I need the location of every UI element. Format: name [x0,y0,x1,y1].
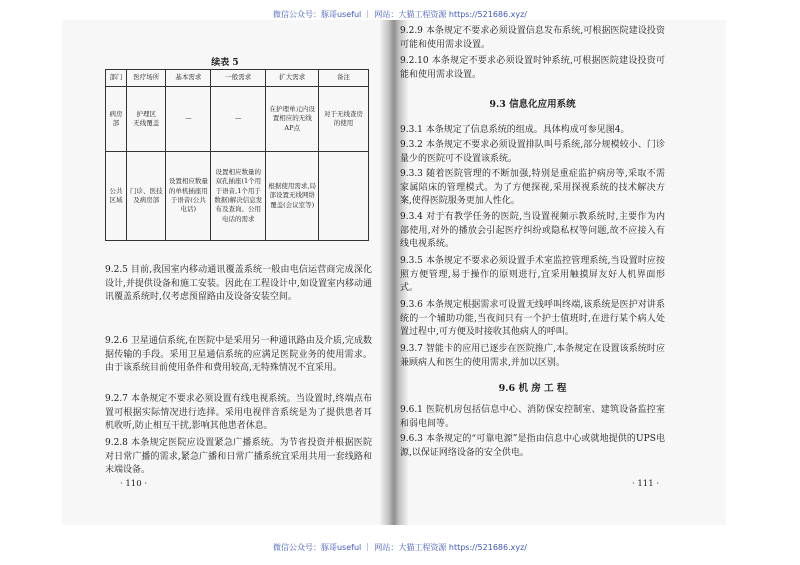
paragraph-9-3-3: 9.3.3 随着医院管理的不断加强,特别是重症监护病房等,采取不需家属陪床的管理模式。为了方便探视,采用探视系统的技术解决方案,使得医院服务更加人性化。 [400,169,665,207]
table-header-cell: 部门 [106,70,127,87]
table-header-cell: 医疗场所 [127,70,166,87]
table-caption: 续表 5 [211,58,239,68]
table-cell: 护理区 无线覆盖 [127,87,166,152]
table-cell: — [166,87,211,152]
paragraph-9-2-6: 9.2.6 卫星通信系统,在医院中是采用另一种通讯路由及介质,完成数据传输的手段。采用卫星通信系统的应满足医院业务的使用需求。由于该系统目前使用条件和费用较高,无特殊情况不宜采用。 [105,336,372,374]
watermark-top: 微信公众号：豚哥useful ｜ 网站：大猫工程资源 https://521686.xyz/ [272,10,528,19]
paragraph-9-3-1: 9.3.1 本条规定了信息系统的组成。具体构成可参见图4。 [400,125,630,135]
table-cell: — [211,87,266,152]
table-row [106,87,369,152]
watermark-bottom: 微信公众号：豚哥useful ｜ 网站：大猫工程资源 https://521686.xyz/ [272,543,528,552]
paragraph-9-3-4: 9.3.4 对于有教学任务的医院,当设置视频示教系统时,主要作为内部使用,对外的播放会引起医疗纠纷或隐私权等问题,故不应接入有线电视系统。 [400,212,665,250]
table-cell: 公共区域 [106,152,127,241]
paragraph-9-3-2: 9.3.2 本条规定不要求必须设置排队叫号系统,部分规模较小、门诊量少的医院可不设置该系统。 [400,140,665,164]
paragraph-9-3-5: 9.3.5 本条规定不要求必须设置手术室监控管理系统,当设置时应按照方便管理,易于操作的原则进行,宜采用触摸屏友好人机界面形式。 [400,256,665,294]
table-header-cell: 备注 [318,70,368,87]
supplementary-table [105,69,369,241]
paragraph-9-2-5: 9.2.5 目前,我国室内移动通讯覆盖系统一般由电信运营商完成深化设计,并提供设备和施工安装。因此在工程设计中,如设置室内移动通讯覆盖系统时,仅考虑预留路由及设备安装空间。 [105,265,372,303]
left-page [62,20,388,525]
section-heading-9-3: 9.3 信息化应用系统 [489,99,576,110]
section-heading-9-6: 9.6 机 房 工 程 [498,383,567,394]
table-cell: 根据使用需求,局部设置无线网络覆盖(会议室等) [266,152,319,241]
table-header-cell: 扩大需求 [266,70,319,87]
table-cell: 设置相应数量的单机插座用于语音(公共电话) [166,152,211,241]
paragraph-9-6-1: 9.6.1 医院机房包括信息中心、消防保安控制室、建筑设备监控室和弱电间等。 [400,405,665,429]
table-cell [318,152,368,241]
page-number-left: · 110 · [120,479,148,489]
table-cell: 对于无线查房的使用 [318,87,368,152]
paragraph-9-2-8: 9.2.8 本条规定医院应设置紧急广播系统。为节省投资并根据医院对日常广播的需求,紧急广播和日常广播系统宜采用共用一套线路和末端设备。 [105,438,372,476]
table-cell: 设置相应数量的双孔插座(1个用于语音,1个用于数据)解决信息发布及查询、公用电话的需求 [211,152,266,241]
table-cell: 在护理单元内设置相应的无线AP点 [266,87,319,152]
table-row [106,152,369,241]
paragraph-9-2-7: 9.2.7 本条规定不要求必须设置有线电视系统。当设置时,终端点布置可根据实际情况进行选择。采用电视伴音系统是为了提供患者耳机收听,防止相互干扰,影响其他患者休息。 [105,394,372,432]
paragraph-9-3-7: 9.3.7 智能卡的应用已逐步在医院推广,本条规定在设置该系统时应兼顾病人和医生的使用需求,并加以区别。 [400,344,665,368]
table-header-cell: 一般需求 [211,70,266,87]
paragraph-9-2-10: 9.2.10 本条规定不要求必须设置时钟系统,可根据医院建设投资可能和使用需求设置。 [400,56,665,80]
table-cell: 门诊、医技及病房部 [127,152,166,241]
table-header-row [106,70,369,87]
paragraph-9-6-3: 9.6.3 本条规定的“可靠电源”是指由信息中心或就地提供的UPS电源,以保证网络设备的安全供电。 [400,434,665,458]
paragraph-9-3-6: 9.3.6 本条规定根据需求可设置无线呼叫终端,该系统是医护对讲系统的一个辅助功能,当夜间只有一个护士值班时,在进行某个病人处置过程中,可方便及时接收其他病人的呼叫。 [400,300,665,338]
paragraph-9-2-9: 9.2.9 本条规定不要求必须设置信息发布系统,可根据医院建设投资可能和使用需求设置。 [400,26,665,50]
page-number-right: · 111 · [632,479,660,489]
table-header-cell: 基本需求 [166,70,211,87]
table-cell: 病房部 [106,87,127,152]
